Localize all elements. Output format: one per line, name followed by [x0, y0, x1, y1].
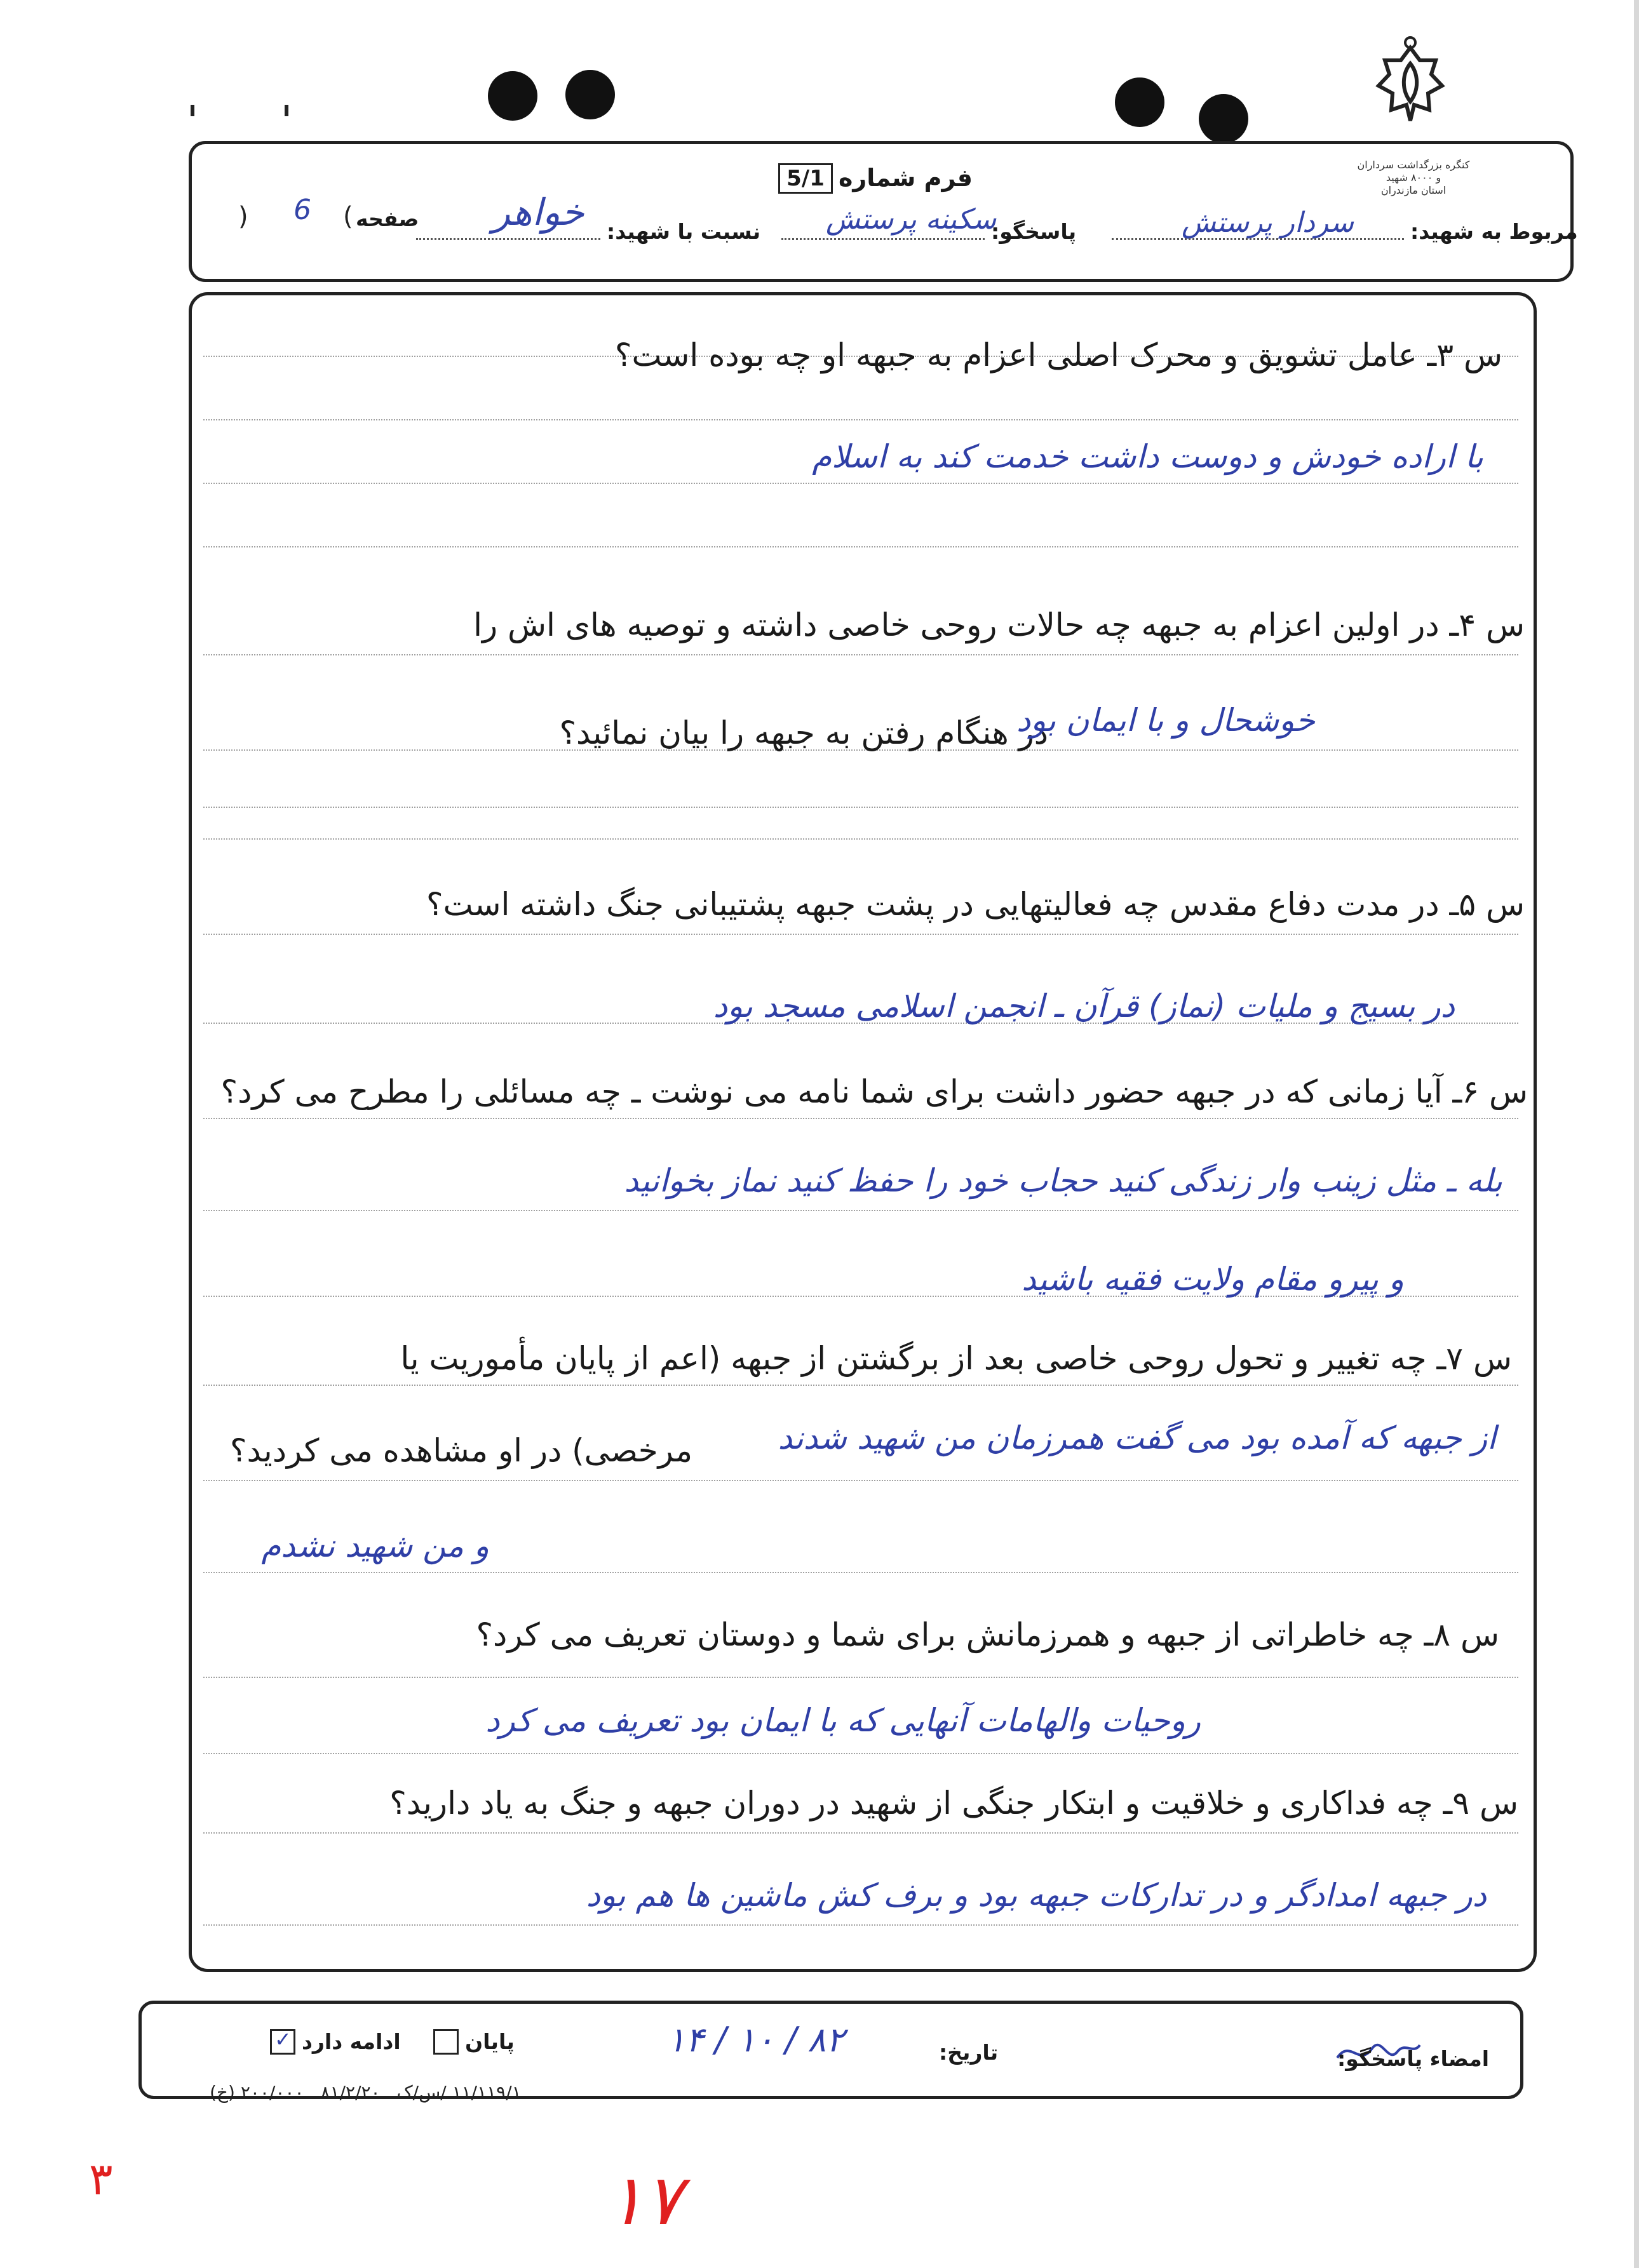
fold-mark [191, 105, 194, 116]
respondent-value: سکینه پرستش [826, 203, 997, 236]
ruled-line [203, 1924, 1518, 1926]
answer-5: در بسیج و ملیات (نماز) قرآن ـ انجمن اسلامی مسجد بود [713, 988, 1455, 1024]
respondent-dots [781, 238, 985, 240]
scan-edge [1634, 0, 1639, 2268]
punch-hole [565, 70, 615, 119]
date-value: ۸۲ / ۱۰ / ۱۴ [667, 2020, 845, 2060]
related-martyr-dots [1112, 238, 1404, 240]
ruled-line [203, 419, 1518, 420]
ruled-line [203, 807, 1518, 808]
ruled-line [203, 934, 1518, 935]
question-4: س ۴ـ در اولین اعزام به جبهه چه حالات روحی خاصی داشته و توصیه های اش را [473, 607, 1525, 643]
related-martyr-value: سردار پرستش [1182, 206, 1354, 239]
emblem-icon [1366, 35, 1455, 143]
question-5: س ۵ـ در مدت دفاع مقدس چه فعالیتهایی در پشت جبهه پشتیبانی جنگ داشته است؟ [426, 886, 1525, 923]
question-3: س ۳ـ عامل تشویق و محرک اصلی اعزام به جبهه او چه بوده است؟ [614, 337, 1502, 373]
answer-7-line2: و من شهید نشدم [261, 1527, 489, 1564]
continues-check-mark: ✓ [274, 2027, 292, 2051]
continues-checkbox[interactable] [270, 2029, 295, 2055]
end-checkbox[interactable] [433, 2029, 459, 2055]
relation-value: خواهر [492, 191, 584, 234]
question-7: س ۷ـ چه تغییر و تحول روحی خاصی بعد از برگشتن از جبهه (اعم از پایان مأموریت یا [400, 1340, 1512, 1377]
ruled-line [203, 1118, 1518, 1119]
related-martyr-label: مربوط به شهید: [1410, 219, 1578, 244]
answer-9: در جبهه امدادگر و در تدارکات جبهه بود و برف کش ماشین ها هم بود [586, 1877, 1487, 1914]
signature-label: امضاء پاسخگو: [1337, 2046, 1490, 2071]
ruled-line [203, 1753, 1518, 1754]
answer-4: خوشحال و با ایمان بود [1016, 702, 1315, 739]
ruled-line [203, 1832, 1518, 1834]
org-caption-line1: کنگره بزرگداشت سرداران و ۸۰۰۰ شهید [1357, 159, 1470, 184]
answer-6: بله ـ مثل زینب وار زندگی کنید حجاب خود را حفظ کنید نماز بخوانید [624, 1162, 1502, 1199]
answer-8: روحیات والهامات آنهایی که با ایمان بود تعریف می کرد [485, 1702, 1201, 1739]
fold-mark [285, 105, 288, 116]
question-4-line2: در هنگام رفتن به جبهه را بیان نمائید؟ [559, 715, 1048, 751]
answer-3: با اراده خودش و دوست داشت خدمت کند به اسلام [812, 438, 1483, 475]
relation-dots [416, 238, 600, 240]
continues-label: ادامه دارد [302, 2029, 401, 2054]
answer-6-line2: و پیرو مقام ولایت فقیه باشید [1022, 1261, 1404, 1298]
ruled-line [203, 838, 1518, 840]
ruled-line [203, 546, 1518, 547]
page-number-annotation: ۱۷ [607, 2159, 682, 2241]
page-label: صفحه [356, 206, 419, 231]
end-label: پایان [465, 2029, 515, 2054]
margin-annotation: ۳ [89, 2153, 113, 2205]
question-8: س ۸ـ چه خاطراتی از جبهه و همرزمانش برای شما و دوستان تعریف می کرد؟ [476, 1616, 1499, 1653]
print-code: ۱۱/۱۱۹/۱ /س/ک ـ ۸۱/۲/۲۰ ـ ۲۰۰/۰۰۰ (خ) [210, 2082, 522, 2103]
ruled-line [203, 1385, 1518, 1386]
question-6: س ۶ـ آیا زمانی که در جبهه حضور داشت برای شما نامه می نوشت ـ چه مسائلی را مطرح می کرد؟ [220, 1073, 1528, 1110]
ruled-line [203, 1677, 1518, 1678]
form-number: 5/1 [778, 163, 833, 194]
page-paren-close: ) [238, 202, 248, 231]
punch-hole [1115, 77, 1164, 127]
org-caption-line2: استان مازندران [1380, 184, 1447, 196]
page-value: 6 [293, 194, 311, 226]
question-7-line2: مرخصی) در او مشاهده می کردید؟ [230, 1432, 692, 1469]
ruled-line [203, 1480, 1518, 1481]
answer-7: از جبهه که آمده بود می گفت همرزمان من شهید شدند [778, 1419, 1496, 1456]
date-label: تاریخ: [939, 2040, 999, 2065]
form-label: فرم شماره [839, 164, 973, 192]
relation-label: نسبت با شهید: [607, 219, 761, 244]
punch-hole [1199, 94, 1248, 144]
question-9: س ۹ـ چه فداکاری و خلاقیت و ابتکار جنگی از شهید در دوران جبهه و جنگ به یاد دارید؟ [389, 1785, 1518, 1822]
respondent-label: پاسخگو: [991, 219, 1077, 244]
ruled-line [203, 654, 1518, 655]
ruled-line [203, 483, 1518, 484]
ruled-line [203, 1572, 1518, 1573]
page-paren-open: ( [343, 202, 353, 231]
punch-hole [488, 71, 537, 121]
ruled-line [203, 1210, 1518, 1211]
